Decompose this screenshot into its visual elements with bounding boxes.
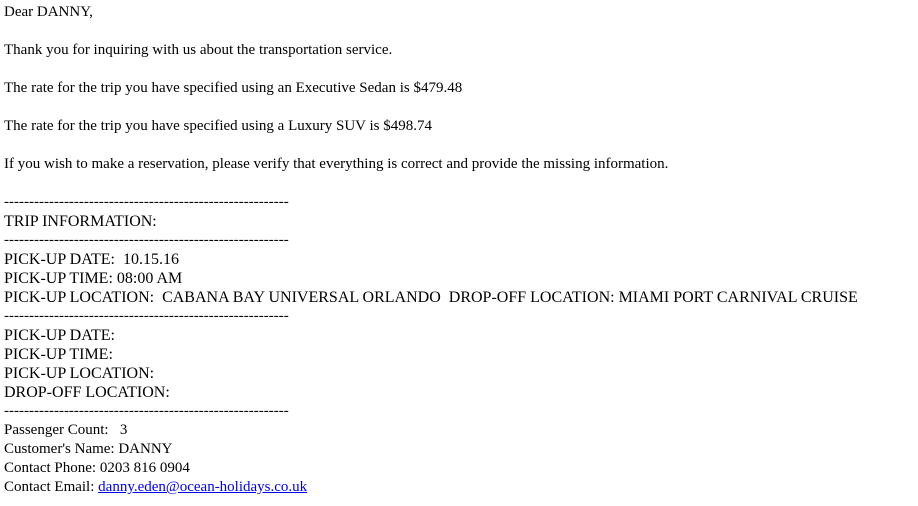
spacer xyxy=(4,60,918,79)
customer-name: Customer's Name: DANNY xyxy=(4,441,173,457)
divider: --------------------------------------------------------- xyxy=(4,308,289,324)
rate-executive-sedan: The rate for the trip you have specified using an Executive Sedan is $479.48 xyxy=(4,80,463,96)
trip-info-heading: TRIP INFORMATION: xyxy=(4,213,157,230)
pickup-time: PICK-UP TIME: 08:00 AM xyxy=(4,270,183,287)
spacer xyxy=(4,98,918,117)
return-pickup-time: PICK-UP TIME: xyxy=(4,346,113,363)
greeting: Dear DANNY, xyxy=(4,4,93,20)
spacer xyxy=(4,174,918,193)
contact-email-link[interactable]: danny.eden@ocean-holidays.co.uk xyxy=(98,479,308,495)
instructions-text: If you wish to make a reservation, please verify that everything is correct and provide the missing information. xyxy=(4,156,669,172)
spacer xyxy=(4,22,918,41)
divider: --------------------------------------------------------- xyxy=(4,232,289,248)
return-dropoff-location: DROP-OFF LOCATION: xyxy=(4,384,170,401)
rate-luxury-suv: The rate for the trip you have specified using a Luxury SUV is $498.74 xyxy=(4,118,432,134)
divider: --------------------------------------------------------- xyxy=(4,194,289,210)
contact-phone: Contact Phone: 0203 816 0904 xyxy=(4,460,190,476)
intro-text: Thank you for inquiring with us about the transportation service. xyxy=(4,42,393,58)
return-pickup-location: PICK-UP LOCATION: xyxy=(4,365,155,382)
pickup-dropoff-location: PICK-UP LOCATION: CABANA BAY UNIVERSAL ORLANDO DROP-OFF LOCATION: MIAMI PORT CARNIVAL CRUISE xyxy=(4,289,858,306)
passenger-count: Passenger Count: 3 xyxy=(4,422,128,438)
contact-email-label: Contact Email: xyxy=(4,479,99,495)
pickup-date: PICK-UP DATE: 10.15.16 xyxy=(4,251,179,268)
divider: --------------------------------------------------------- xyxy=(4,403,289,419)
contact-email-row xyxy=(4,478,918,497)
return-pickup-date: PICK-UP DATE: xyxy=(4,327,115,344)
spacer xyxy=(4,136,918,155)
